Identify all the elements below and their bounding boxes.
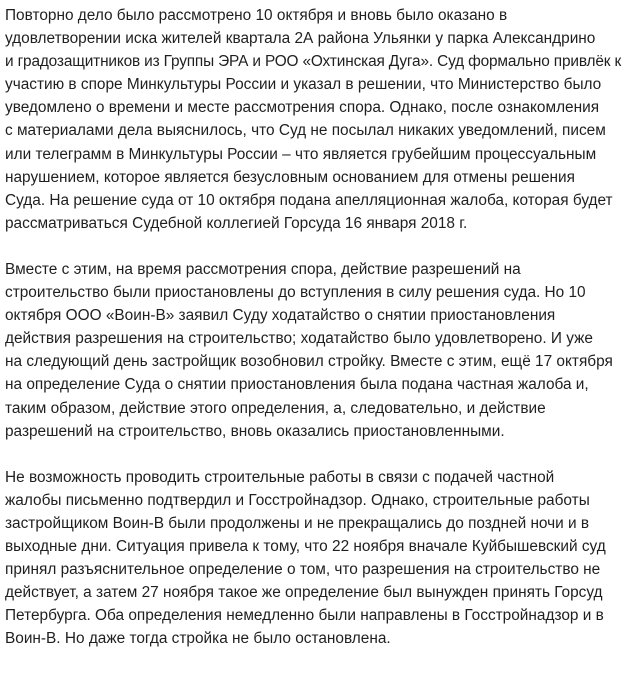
text-line: принял разъяснительное определение о том, что разрешения на строительство не — [5, 561, 601, 579]
text-line: Вместе с этим, на время рассмотрения спора, действие разрешений на — [5, 260, 521, 278]
text-line: действия разрешения на строительство; ходатайство было удовлетворено. И уже — [5, 330, 593, 348]
text-line: с материалами дела выяснилось, что Суд не посылал никаких уведомлений, писем — [5, 122, 606, 140]
text-line: действует, а затем 27 ноября такое же определение был вынужден принять Горсуд — [5, 584, 603, 602]
article-body — [5, 4, 621, 673]
text-line: Повторно дело было рассмотрено 10 октября и вновь было оказано в — [5, 7, 508, 24]
text-line: рассматриваться Судебной коллегией Горсуда 16 января 2018 г. — [5, 214, 468, 232]
text-line: уведомлено о времени и месте рассмотрения спора. Однако, после ознакомления — [5, 99, 600, 117]
text-line: октября ООО «Воин-В» заявил Суду ходатайство о снятии приостановления — [5, 307, 556, 325]
text-line: на определение Суда о снятии приостановления была подана частная жалоба и, — [5, 376, 589, 394]
paragraph-1 — [5, 4, 621, 235]
text-line: жалобы письменно подтвердил и Госстройнадзор. Однако, строительные работы — [5, 491, 590, 509]
text-line: нарушением, которое является безусловным основанием для отмены решения — [5, 168, 575, 186]
text-line: таким образом, действие этого определения, а, следовательно, и действие — [5, 399, 546, 417]
text-line: Воин-В. Но даже тогда стройка не было остановлена. — [5, 630, 391, 648]
paragraph-3 — [5, 466, 621, 651]
text-line: и градозащитников из Группы ЭРА и РОО «Охтинская Дуга». Суд формально привлёк к — [5, 53, 622, 71]
text-line: Не возможность проводить строительные работы в связи с подачей частной — [5, 468, 555, 486]
text-line: выходные дни. Ситуация привела к тому, что 22 ноября вначале Куйбышевский суд — [5, 537, 606, 555]
text-line: участию в споре Минкультуры России и указал в решении, что Министерство было — [5, 76, 602, 94]
paragraph-2 — [5, 258, 621, 443]
text-line: удовлетворении иска жителей квартала 2А района Ульянки у парка Александрино — [5, 30, 596, 48]
text-line: разрешений на строительство, вновь оказались приостановленными. — [5, 422, 505, 440]
text-line: Петербурга. Оба определения немедленно были направлены в Госстройнадзор и в — [5, 607, 604, 625]
text-line: строительство были приостановлены до вступления в силу решения суда. Но 10 — [5, 284, 586, 302]
text-line: или телеграмм в Минкультуры России – что является грубейшим процессуальным — [5, 145, 597, 163]
text-line: на следующий день застройщик возобновил стройку. Вместе с этим, ещё 17 октября — [5, 353, 613, 371]
text-line: Суда. На решение суда от 10 октября подана апелляционная жалоба, которая будет — [5, 191, 613, 209]
text-line: застройщиком Воин-В были продолжены и не прекращались до поздней ночи и в — [5, 514, 590, 532]
